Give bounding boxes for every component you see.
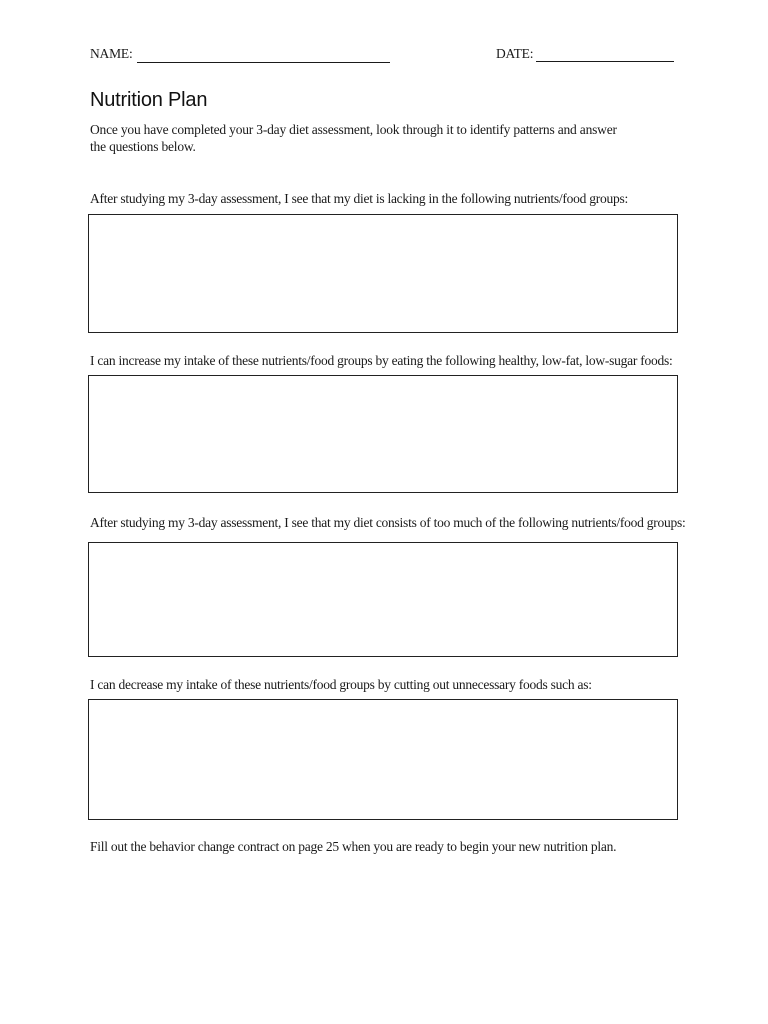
question-3-prompt: After studying my 3-day assessment, I see that my diet consists of too much of the following nutrients/food groups: bbox=[90, 515, 686, 530]
date-label: DATE: bbox=[496, 46, 534, 61]
date-field[interactable] bbox=[536, 61, 674, 62]
footer-note: Fill out the behavior change contract on page 25 when you are ready to begin your new nutrition plan. bbox=[90, 839, 617, 854]
intro-line-2: the questions below. bbox=[90, 139, 196, 154]
question-4-answer-box[interactable] bbox=[88, 699, 678, 820]
intro-paragraph bbox=[90, 121, 617, 155]
name-field[interactable] bbox=[137, 62, 390, 63]
question-1-prompt: After studying my 3-day assessment, I see that my diet is lacking in the following nutrients/food groups: bbox=[90, 191, 629, 206]
name-label: NAME: bbox=[90, 46, 133, 61]
question-2-prompt: I can increase my intake of these nutrients/food groups by eating the following healthy, low-fat, low-sugar foods: bbox=[90, 353, 673, 368]
intro-line-1: Once you have completed your 3-day diet assessment, look through it to identify patterns and answer bbox=[90, 122, 617, 137]
question-1-answer-box[interactable] bbox=[88, 214, 678, 333]
question-2-answer-box[interactable] bbox=[88, 375, 678, 493]
page-title: Nutrition Plan bbox=[90, 89, 208, 111]
question-3-answer-box[interactable] bbox=[88, 542, 678, 657]
question-4-prompt: I can decrease my intake of these nutrients/food groups by cutting out unnecessary foods such as: bbox=[90, 677, 592, 692]
